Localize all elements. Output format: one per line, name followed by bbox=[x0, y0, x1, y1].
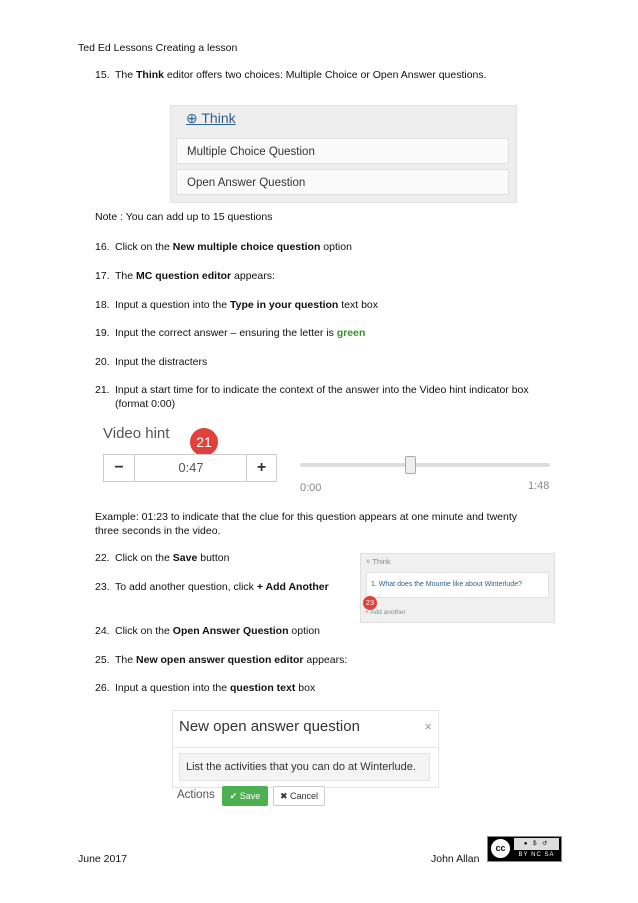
footer-date: June 2017 bbox=[78, 853, 128, 865]
step-26 bbox=[95, 681, 315, 695]
increment-button[interactable]: + bbox=[246, 455, 276, 481]
step-24 bbox=[95, 624, 320, 638]
step-bold: Think bbox=[136, 69, 165, 81]
step-bold: question text bbox=[230, 682, 296, 694]
step-text: Input the distracters bbox=[115, 356, 208, 368]
step-text: box bbox=[295, 682, 316, 694]
step-text: text box bbox=[338, 299, 379, 311]
step-number: 18. bbox=[95, 299, 110, 311]
step-text: option bbox=[320, 241, 352, 253]
step-bold: Type in your question bbox=[230, 299, 339, 311]
step-bold: Save bbox=[172, 552, 198, 564]
step-text: appears: bbox=[303, 654, 348, 666]
step-number: 22. bbox=[95, 552, 110, 564]
step-badge: 21 bbox=[190, 428, 218, 456]
step-text: The bbox=[115, 654, 137, 666]
multiple-choice-option[interactable]: Multiple Choice Question bbox=[176, 138, 509, 164]
creative-commons-badge bbox=[487, 836, 562, 862]
step-16 bbox=[95, 240, 352, 254]
step-number: 24. bbox=[95, 625, 110, 637]
think-heading[interactable] bbox=[186, 110, 236, 127]
slider-start-time: 0:00 bbox=[300, 482, 322, 494]
think-menu bbox=[170, 105, 517, 203]
step-bold: + Add Another bbox=[256, 581, 329, 593]
step-23 bbox=[95, 580, 329, 594]
document-header: Ted Ed Lessons Creating a lesson bbox=[78, 42, 238, 54]
open-answer-option[interactable]: Open Answer Question bbox=[176, 169, 509, 195]
close-icon[interactable]: × bbox=[424, 719, 432, 734]
step-text: The bbox=[115, 69, 137, 81]
step-number: 19. bbox=[95, 327, 110, 339]
slider-end-time: 1:48 bbox=[528, 480, 550, 492]
step-text: Input a question into the bbox=[115, 682, 231, 694]
step-text: Input a question into the bbox=[115, 299, 231, 311]
video-hint-slider-track[interactable] bbox=[300, 463, 550, 467]
step-20 bbox=[95, 355, 207, 369]
divider bbox=[173, 747, 438, 748]
step-text: (format 0:00) bbox=[115, 398, 176, 410]
example-line: Example: 01:23 to indicate that the clue for this question appears at one minute and twenty bbox=[95, 511, 518, 523]
step-21 bbox=[95, 383, 529, 411]
think-heading-label: Think bbox=[201, 110, 236, 126]
license-icons: ● $ ↺ bbox=[514, 838, 559, 850]
cancel-button[interactable]: ✖ Cancel bbox=[273, 786, 325, 806]
step-text: Input a start time for to indicate the context of the answer into the Video hint indicator box bbox=[115, 384, 529, 396]
step-18 bbox=[95, 298, 378, 312]
decrement-button[interactable]: − bbox=[104, 455, 135, 481]
step-number: 26. bbox=[95, 682, 110, 694]
step-22 bbox=[95, 551, 229, 565]
step-text: Click on the bbox=[115, 552, 173, 564]
step-bold: Open Answer Question bbox=[172, 625, 289, 637]
think-list-heading[interactable]: ˅ Think bbox=[366, 557, 391, 566]
plus-circle-icon: ⊕ bbox=[186, 110, 198, 126]
step-text: The bbox=[115, 270, 137, 282]
step-text: To add another question, click bbox=[115, 581, 257, 593]
open-answer-dialog bbox=[172, 710, 439, 788]
step-text: Input the correct answer – ensuring the letter is bbox=[115, 327, 337, 339]
step-text: Click on the bbox=[115, 241, 173, 253]
step-number: 25. bbox=[95, 654, 110, 666]
step-number: 20. bbox=[95, 356, 110, 368]
step-badge: 23 bbox=[363, 596, 377, 610]
step-bold: New open answer question editor bbox=[136, 654, 304, 666]
step-text: button bbox=[197, 552, 230, 564]
cc-logo-icon: cc bbox=[490, 838, 511, 859]
video-hint-time-input[interactable]: 0:47 bbox=[178, 460, 204, 475]
question-text-input[interactable]: List the activities that you can do at Winterlude. bbox=[179, 753, 430, 781]
example-line: three seconds in the video. bbox=[95, 525, 221, 537]
question-item[interactable]: 1. What does the Mountie like about Winterlude? bbox=[366, 572, 549, 598]
step-text: appears: bbox=[231, 270, 275, 282]
step-17 bbox=[95, 269, 275, 283]
step-19 bbox=[95, 326, 365, 340]
step-number: 23. bbox=[95, 581, 110, 593]
step-number: 16. bbox=[95, 241, 110, 253]
step-text: editor offers two choices: Multiple Choice or Open Answer questions. bbox=[164, 69, 487, 81]
video-hint-title: Video hint bbox=[103, 425, 170, 442]
step-text: Click on the bbox=[115, 625, 173, 637]
video-hint-stepper bbox=[103, 454, 277, 482]
step-bold: MC question editor bbox=[136, 270, 232, 282]
example-text bbox=[95, 510, 517, 538]
add-another-link[interactable]: + Add another bbox=[365, 609, 406, 616]
think-list-panel bbox=[360, 553, 555, 623]
step-number: 21. bbox=[95, 384, 110, 396]
step-number: 17. bbox=[95, 270, 110, 282]
step-text: option bbox=[288, 625, 321, 637]
green-word: green bbox=[336, 327, 366, 339]
footer-author: John Allan bbox=[431, 853, 480, 865]
actions-label: Actions bbox=[177, 789, 215, 801]
note: Note : You can add up to 15 questions bbox=[95, 211, 273, 223]
step-15 bbox=[95, 68, 487, 82]
save-button[interactable]: ✔ Save bbox=[222, 786, 268, 806]
video-hint-slider-thumb[interactable] bbox=[405, 456, 416, 474]
license-text: BY NC SA bbox=[518, 852, 555, 858]
dialog-title: New open answer question bbox=[179, 718, 360, 735]
step-bold: New multiple choice question bbox=[172, 241, 321, 253]
step-number: 15. bbox=[95, 69, 110, 81]
step-25 bbox=[95, 653, 347, 667]
